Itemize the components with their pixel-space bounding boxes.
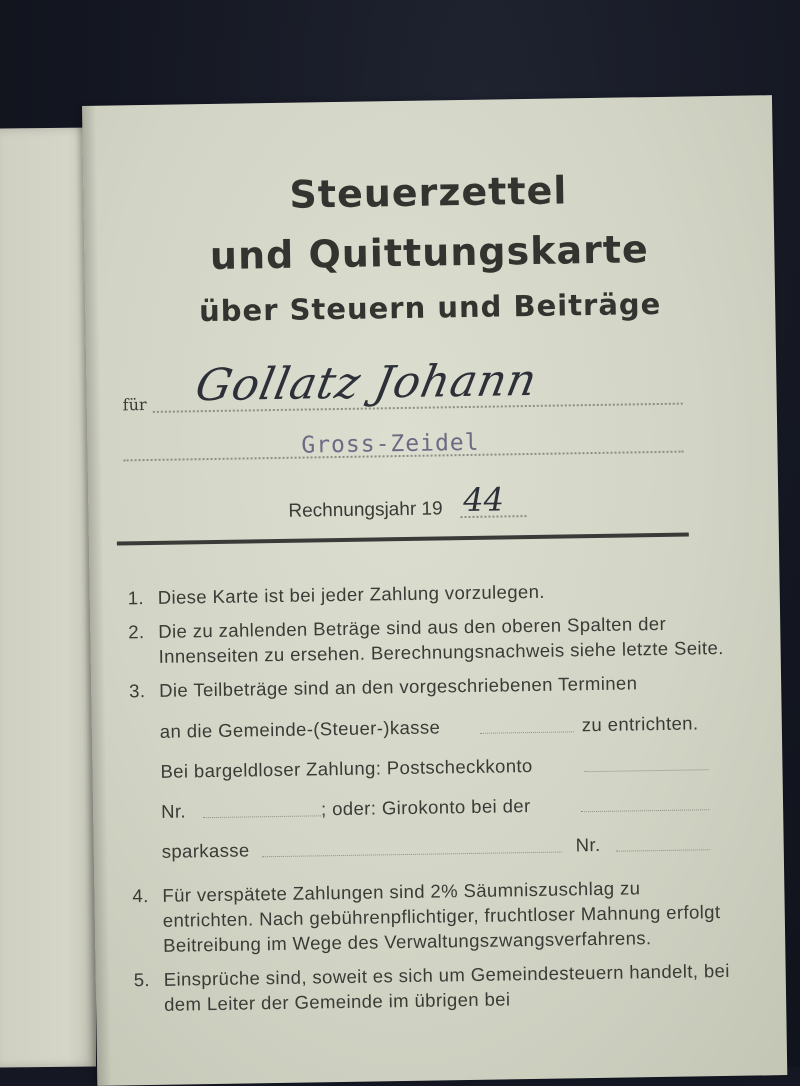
postal-account-label: Bei bargeldloser Zahlung: Postscheckkonto	[160, 755, 533, 782]
item-number: 3.	[129, 680, 146, 702]
list-item	[128, 610, 729, 669]
fill-line	[203, 815, 321, 818]
item-number: 5.	[133, 969, 151, 991]
item-text: Diese Karte ist bei jeder Zahlung vorzulegen.	[157, 580, 546, 608]
item-number: 1.	[127, 587, 145, 609]
pay-to-text: zu entrichten.	[581, 712, 699, 736]
list-item	[128, 576, 728, 610]
title-line-3: über Steuern und Beiträge	[198, 286, 662, 329]
list-item	[134, 958, 735, 1017]
instructions-list	[128, 576, 735, 1026]
holder-name-handwritten: Gollatz Johann	[191, 354, 542, 412]
number-label: Nr.	[160, 800, 187, 822]
fill-line	[581, 809, 709, 812]
savings-bank-label: sparkasse	[161, 839, 250, 862]
divider-rule	[117, 533, 689, 546]
item-text: Die Teilbeträge sind an den vorgeschriebenen Terminen	[159, 672, 638, 701]
list-item	[129, 669, 729, 703]
list-item	[132, 874, 733, 958]
fill-line	[262, 852, 562, 858]
item-text: Für verspätete Zahlungen sind 2% Säumniszuschlag zu entrichten. Nach gebührenpflichtiger, fruchtloser Mahnung erfolgt Beitreibung im Wege des Verwaltungszwangsverfahrens.	[162, 877, 721, 956]
place-stamp: Gross-Zeidel	[301, 429, 480, 459]
cash-office-label: an die Gemeinde-(Steuer-)kasse	[159, 716, 441, 742]
item-number: 2.	[128, 621, 145, 643]
item-number: 4.	[132, 885, 149, 907]
for-label: für	[122, 395, 147, 415]
title-line-2: und Quittungskarte	[209, 227, 650, 279]
fill-line	[480, 731, 574, 733]
title-line-1: Steuerzettel	[289, 168, 568, 217]
item-text: Die zu zahlenden Beträge sind aus den oberen Spalten der Innenseiten zu ersehen. Berechnungsnachweis siehe letzte Seite.	[158, 612, 724, 667]
left-facing-page	[0, 127, 96, 1067]
giro-account-label: ; oder: Girokonto bei der	[320, 795, 531, 820]
fill-line	[585, 769, 709, 772]
fiscal-year-label: Rechnungsjahr 19	[288, 498, 443, 522]
fiscal-year-handwritten: 44	[462, 480, 505, 520]
item-text: Einsprüche sind, soweit es sich um Gemeindesteuern handelt, bei dem Leiter der Gemeinde im übrigen bei	[163, 959, 730, 1015]
payment-line-4	[131, 826, 732, 875]
number-label: Nr.	[575, 833, 601, 856]
fill-line	[616, 849, 710, 851]
tax-receipt-card	[82, 95, 787, 1086]
